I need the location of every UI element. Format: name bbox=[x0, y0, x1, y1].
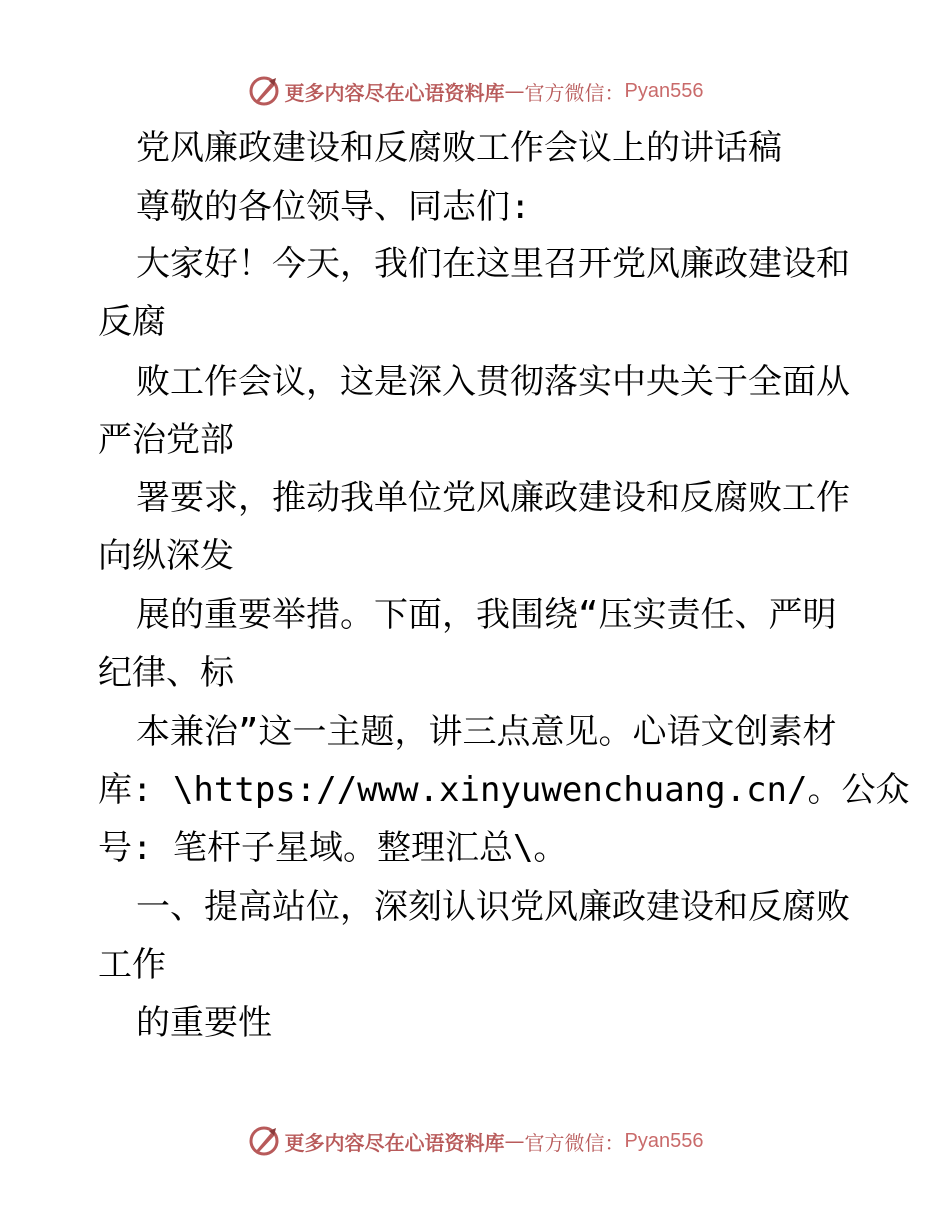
quill-logo-icon bbox=[247, 74, 281, 108]
text-line: 纪律、标 bbox=[98, 653, 234, 693]
banner-main-text: 更多内容尽在心语资料库 bbox=[284, 1130, 505, 1155]
text-line: 号: 笔杆子星域。整理汇总\。 bbox=[98, 828, 568, 868]
text-line: 向纵深发 bbox=[98, 536, 234, 576]
footer-banner bbox=[0, 1121, 950, 1161]
document-title: 党风廉政建设和反腐败工作会议上的讲话稿 bbox=[136, 128, 782, 168]
banner-separator: — bbox=[504, 79, 525, 103]
text-line: 败工作会议，这是深入贯彻落实中央关于全面从 bbox=[136, 362, 850, 402]
banner-separator: — bbox=[504, 1129, 525, 1153]
text-line: 本兼治”这一主题，讲三点意见。心语文创素材 bbox=[136, 712, 837, 752]
banner-suffix-text: 官方微信： bbox=[524, 1130, 625, 1155]
section-heading-cont: 的重要性 bbox=[136, 1003, 272, 1043]
banner-wechat-id: Pyan556 bbox=[624, 1129, 704, 1152]
banner-main-text: 更多内容尽在心语资料库 bbox=[284, 80, 505, 105]
quill-logo-icon bbox=[247, 1124, 281, 1158]
text-line: 大家好！今天，我们在这里召开党风廉政建设和 bbox=[136, 244, 850, 284]
banner-suffix-text: 官方微信： bbox=[524, 80, 625, 105]
header-banner bbox=[0, 71, 950, 111]
text-line: 署要求，推动我单位党风廉政建设和反腐败工作 bbox=[136, 478, 850, 518]
text-line: 库: \https://www.xinyuwenchuang.cn/。公众 bbox=[98, 770, 910, 810]
banner-wechat-id: Pyan556 bbox=[624, 79, 704, 102]
section-heading: 一、提高站位，深刻认识党风廉政建设和反腐败 bbox=[136, 887, 850, 927]
text-line: 严治党部 bbox=[98, 420, 234, 460]
text-line: 反腐 bbox=[98, 302, 166, 342]
section-heading-cont: 工作 bbox=[98, 945, 166, 985]
text-line: 展的重要举措。下面，我围绕“压实责任、严明 bbox=[136, 595, 837, 635]
text-line: 尊敬的各位领导、同志们: bbox=[136, 187, 531, 227]
